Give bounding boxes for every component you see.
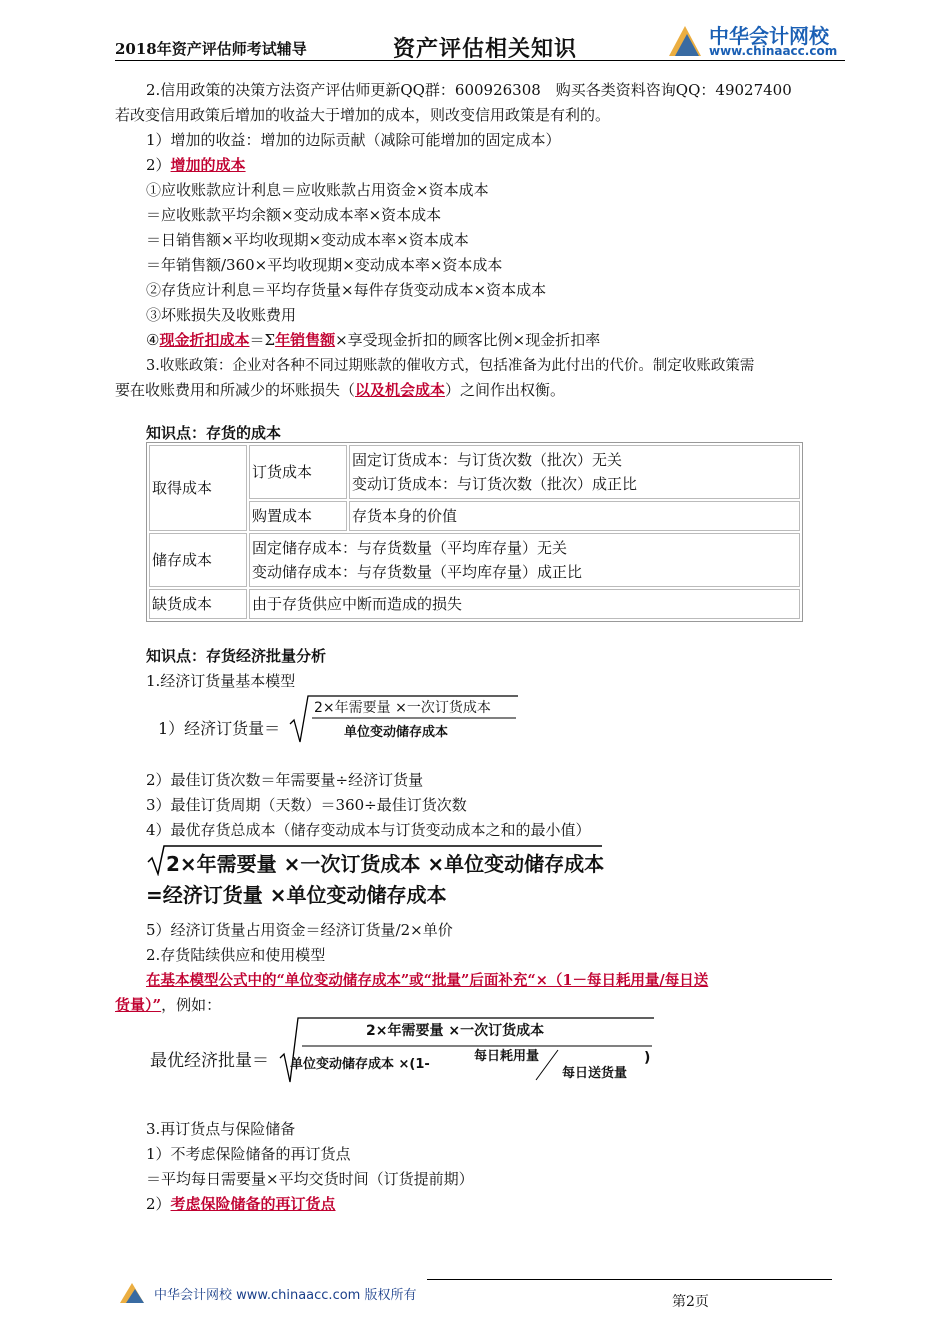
table-cell: 储存成本 bbox=[149, 533, 247, 587]
text-line: 3.再订货点与保险储备 bbox=[146, 1120, 296, 1138]
logo-icon bbox=[665, 20, 705, 60]
highlight-text: 考虑保险储备的再订货点 bbox=[170, 1195, 336, 1213]
text-line: ＝平均每日需要量×平均交货时间（订货提前期） bbox=[146, 1170, 474, 1188]
table-cell: 缺货成本 bbox=[149, 589, 247, 619]
table-cell: 存货本身的价值 bbox=[349, 501, 800, 531]
formula-fraction-bottom: 每日送货量 bbox=[562, 1066, 628, 1081]
formula-paren: ) bbox=[644, 1050, 651, 1066]
text-line: 2）增加的成本 bbox=[146, 156, 246, 174]
header-divider bbox=[115, 60, 845, 61]
text-line: ④现金折扣成本＝Σ年销售额×享受现金折扣的顾客比例×现金折扣率 bbox=[146, 331, 601, 349]
text-line: 1）增加的收益：增加的边际贡献（减除可能增加的固定成本） bbox=[146, 131, 561, 149]
highlight-text: 以及机会成本 bbox=[355, 381, 446, 399]
text-line: ＝年销售额/360×平均收现期×变动成本率×资本成本 bbox=[146, 256, 503, 274]
text-line: 若改变信用政策后增加的收益大于增加的成本，则改变信用政策是有利的。 bbox=[115, 106, 611, 124]
formula-line: =经济订货量 ×单位变动储存成本 bbox=[146, 883, 447, 907]
header-course: 2018年资产评估师考试辅导 bbox=[115, 40, 307, 58]
text-line bbox=[146, 969, 708, 990]
formula-denominator: 单位变动储存成本 bbox=[344, 725, 449, 740]
text-line: ③坏账损失及收账费用 bbox=[146, 306, 297, 324]
formula-line: 2×年需要量 ×一次订货成本 ×单位变动储存成本 bbox=[166, 852, 605, 876]
header-subject: 资产评估相关知识 bbox=[393, 36, 578, 62]
table-cell: 固定储存成本：与存货数量（平均库存量）无关 变动储存成本：与存货数量（平均库存量）成正比 bbox=[249, 533, 800, 587]
text-line: 要在收账费用和所减少的坏账损失（以及机会成本）之间作出权衡。 bbox=[115, 381, 566, 399]
formula-label: 最优经济批量＝ bbox=[150, 1051, 269, 1071]
formula-numerator: 2×年需要量 ×一次订货成本 bbox=[366, 1023, 545, 1039]
footer-text: 中华会计网校 www.chinaacc.com 版权所有 bbox=[154, 1288, 417, 1303]
text-line: ＝日销售额×平均收现期×变动成本率×资本成本 bbox=[146, 231, 469, 249]
page-header bbox=[115, 18, 845, 62]
table-cell: 取得成本 bbox=[149, 445, 247, 531]
highlight-text: 增加的成本 bbox=[170, 156, 246, 174]
formula-fraction-top: 每日耗用量 bbox=[474, 1049, 540, 1064]
text-line: 2）考虑保险储备的再订货点 bbox=[146, 1195, 336, 1213]
highlight-text: 在基本模型公式中的“单位变动储存成本”或“批量”后面补充“×（1－每日耗用量/每日送 bbox=[146, 972, 709, 989]
logo-url: www.chinaacc.com bbox=[709, 44, 838, 58]
text-line: 2.信用政策的决策方法资产评估师更新QQ群：600926308 购买各类资料咨询QQ：49027400 bbox=[146, 81, 792, 99]
section-heading: 知识点：存货经济批量分析 bbox=[146, 647, 327, 665]
text-line: 1）不考虑保险储备的再订货点 bbox=[146, 1145, 351, 1163]
logo-icon bbox=[118, 1281, 148, 1305]
text-line: 1.经济订货量基本模型 bbox=[146, 672, 296, 690]
formula-numerator: 2×年需要量 ×一次订货成本 bbox=[314, 700, 491, 716]
table-row bbox=[149, 533, 800, 587]
logo bbox=[665, 18, 845, 62]
footer-divider bbox=[427, 1279, 832, 1280]
formula-denominator: 单位变动储存成本 ×(1- bbox=[290, 1057, 430, 1072]
text-line: 2）最佳订货次数＝年需要量÷经济订货量 bbox=[146, 771, 424, 789]
text-line: 2.存货陆续供应和使用模型 bbox=[146, 946, 326, 964]
inventory-cost-table bbox=[146, 442, 803, 622]
table-row bbox=[149, 589, 800, 619]
text-line: 4）最优存货总成本（储存变动成本与订货变动成本之和的最小值） bbox=[146, 821, 591, 839]
text-line: 3.收账政策：企业对各种不同过期账款的催收方式，包括准备为此付出的代价。制定收账政策需 bbox=[146, 358, 755, 374]
text-line: ①应收账款应计利息＝应收账款占用资金×资本成本 bbox=[146, 181, 489, 199]
table-cell: 购置成本 bbox=[249, 501, 347, 531]
highlight-text: 现金折扣成本 bbox=[159, 331, 250, 349]
text-line: 5）经济订货量占用资金＝经济订货量/2×单价 bbox=[146, 921, 453, 939]
text-line: ②存货应计利息＝平均存货量×每件存货变动成本×资本成本 bbox=[146, 281, 547, 299]
highlight-text: 货量）” bbox=[115, 996, 162, 1014]
text-line: 货量）”，例如： bbox=[115, 996, 222, 1014]
table-cell: 由于存货供应中断而造成的损失 bbox=[249, 589, 800, 619]
table-cell: 订货成本 bbox=[249, 445, 347, 499]
section-heading: 知识点：存货的成本 bbox=[146, 424, 282, 442]
logo-name: 中华会计网校 bbox=[709, 24, 829, 48]
formula-label: 1）经济订货量＝ bbox=[158, 719, 281, 738]
table-cell: 固定订货成本：与订货次数（批次）无关 变动订货成本：与订货次数（批次）成正比 bbox=[349, 445, 800, 499]
highlight-text: 年销售额 bbox=[275, 331, 336, 349]
table-row bbox=[149, 445, 800, 499]
page-number: 第2页 bbox=[672, 1294, 709, 1310]
text-line: 3）最佳订货周期（天数）＝360÷最佳订货次数 bbox=[146, 796, 467, 814]
text-line: ＝应收账款平均余额×变动成本率×资本成本 bbox=[146, 206, 442, 224]
